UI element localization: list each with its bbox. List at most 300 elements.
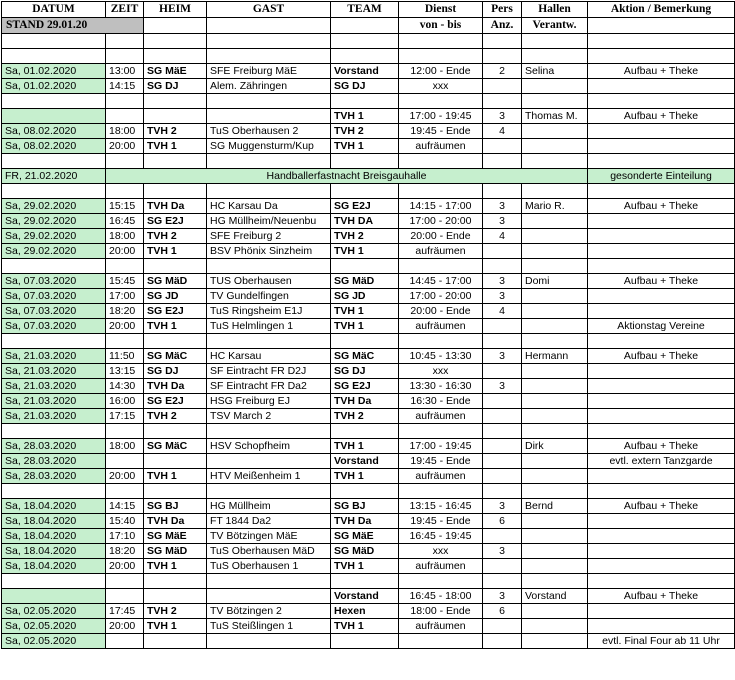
gast-cell: TSV March 2 bbox=[207, 409, 331, 424]
aktion-cell: gesonderte Einteilung bbox=[588, 169, 735, 184]
empty-cell bbox=[106, 34, 144, 49]
time-cell: 18:20 bbox=[106, 304, 144, 319]
gast-cell: TV Bötzingen 2 bbox=[207, 604, 331, 619]
date-cell: Sa, 29.02.2020 bbox=[2, 199, 106, 214]
heim-cell: TVH 2 bbox=[144, 409, 207, 424]
game-row bbox=[2, 124, 735, 139]
time-cell: 20:00 bbox=[106, 559, 144, 574]
heim-cell: TVH 1 bbox=[144, 619, 207, 634]
empty-cell bbox=[588, 49, 735, 64]
heim-cell: SG MäD bbox=[144, 274, 207, 289]
game-row bbox=[2, 544, 735, 559]
aktion-cell bbox=[588, 604, 735, 619]
verantw-cell: Mario R. bbox=[522, 199, 588, 214]
verantw-cell bbox=[522, 139, 588, 154]
empty-cell bbox=[207, 154, 331, 169]
verantw-cell bbox=[522, 604, 588, 619]
team-cell: TVH 2 bbox=[331, 124, 399, 139]
blank-row bbox=[2, 94, 735, 109]
game-row bbox=[2, 604, 735, 619]
aktion-cell: Aufbau + Theke bbox=[588, 64, 735, 79]
game-row bbox=[2, 214, 735, 229]
heim-cell: SG MäE bbox=[144, 64, 207, 79]
team-cell: TVH 1 bbox=[331, 244, 399, 259]
verantw-cell bbox=[522, 289, 588, 304]
time-cell: 14:15 bbox=[106, 79, 144, 94]
empty-cell bbox=[483, 94, 522, 109]
gast-cell: SFE Freiburg 2 bbox=[207, 229, 331, 244]
empty-cell bbox=[483, 49, 522, 64]
pers-cell bbox=[483, 559, 522, 574]
blank-row bbox=[2, 574, 735, 589]
aktion-cell bbox=[588, 304, 735, 319]
game-row bbox=[2, 274, 735, 289]
aktion-cell bbox=[588, 544, 735, 559]
empty-cell bbox=[2, 94, 106, 109]
empty-cell bbox=[588, 184, 735, 199]
gast-cell: HTV Meißenheim 1 bbox=[207, 469, 331, 484]
gast-cell: HSV Schopfheim bbox=[207, 439, 331, 454]
team-cell: SG BJ bbox=[331, 499, 399, 514]
aktion-cell: Aufbau + Theke bbox=[588, 109, 735, 124]
pers-cell: 2 bbox=[483, 64, 522, 79]
game-row bbox=[2, 349, 735, 364]
date-cell: Sa, 28.03.2020 bbox=[2, 439, 106, 454]
empty-cell bbox=[522, 49, 588, 64]
empty-cell bbox=[2, 154, 106, 169]
heim-cell: SG MäC bbox=[144, 349, 207, 364]
blank-row bbox=[2, 259, 735, 274]
team-cell: Hexen bbox=[331, 604, 399, 619]
empty-cell bbox=[331, 574, 399, 589]
heim-cell: TVH Da bbox=[144, 199, 207, 214]
team-cell: TVH 2 bbox=[331, 409, 399, 424]
dienst-cell: aufräumen bbox=[399, 319, 483, 334]
empty-cell bbox=[207, 259, 331, 274]
date-cell: Sa, 07.03.2020 bbox=[2, 319, 106, 334]
empty-cell bbox=[399, 94, 483, 109]
gast-cell: TuS Oberhausen 2 bbox=[207, 124, 331, 139]
heim-cell: SG MäE bbox=[144, 529, 207, 544]
heim-cell: TVH Da bbox=[144, 379, 207, 394]
header-datum: DATUM bbox=[2, 2, 106, 18]
time-cell bbox=[106, 454, 144, 469]
pers-cell bbox=[483, 364, 522, 379]
game-row bbox=[2, 199, 735, 214]
empty-cell bbox=[2, 424, 106, 439]
game-row bbox=[2, 469, 735, 484]
time-cell: 17:15 bbox=[106, 409, 144, 424]
date-cell: FR, 21.02.2020 bbox=[2, 169, 106, 184]
game-row bbox=[2, 244, 735, 259]
pers-cell: 3 bbox=[483, 499, 522, 514]
aktion-cell bbox=[588, 379, 735, 394]
date-cell: Sa, 18.04.2020 bbox=[2, 544, 106, 559]
empty-cell bbox=[522, 484, 588, 499]
pers-cell: 6 bbox=[483, 604, 522, 619]
pers-cell bbox=[483, 244, 522, 259]
game-row bbox=[2, 319, 735, 334]
header-dienst: Dienst bbox=[399, 2, 483, 18]
aktion-cell bbox=[588, 619, 735, 634]
date-cell: Sa, 21.03.2020 bbox=[2, 364, 106, 379]
date-cell: Sa, 29.02.2020 bbox=[2, 229, 106, 244]
heim-cell: SG MäD bbox=[144, 544, 207, 559]
time-cell: 17:00 bbox=[106, 289, 144, 304]
verantw-cell bbox=[522, 79, 588, 94]
time-cell: 18:00 bbox=[106, 124, 144, 139]
dienst-cell: aufräumen bbox=[399, 244, 483, 259]
empty-cell bbox=[106, 259, 144, 274]
aktion-cell: Aufbau + Theke bbox=[588, 439, 735, 454]
pers-cell bbox=[483, 439, 522, 454]
empty-cell bbox=[2, 574, 106, 589]
pers-cell bbox=[483, 529, 522, 544]
verantw-cell: Hermann bbox=[522, 349, 588, 364]
gast-cell: TV Bötzingen MäE bbox=[207, 529, 331, 544]
aktion-cell: Aufbau + Theke bbox=[588, 274, 735, 289]
dienst-cell: 16:45 - 18:00 bbox=[399, 589, 483, 604]
empty-cell bbox=[588, 334, 735, 349]
verantw-cell bbox=[522, 529, 588, 544]
team-cell: SG MäD bbox=[331, 544, 399, 559]
gast-cell bbox=[207, 634, 331, 649]
empty-cell bbox=[522, 154, 588, 169]
gast-cell: BSV Phönix Sinzheim bbox=[207, 244, 331, 259]
verantw-cell: Selina bbox=[522, 64, 588, 79]
aktion-cell bbox=[588, 514, 735, 529]
gast-cell: FT 1844 Da2 bbox=[207, 514, 331, 529]
empty-cell bbox=[207, 334, 331, 349]
team-cell: SG MäE bbox=[331, 529, 399, 544]
date-cell bbox=[2, 589, 106, 604]
empty-cell bbox=[483, 34, 522, 49]
heim-cell: TVH 2 bbox=[144, 229, 207, 244]
pers-cell bbox=[483, 409, 522, 424]
verantw-cell bbox=[522, 124, 588, 139]
gast-cell: TuS Ringsheim E1J bbox=[207, 304, 331, 319]
empty-cell bbox=[2, 484, 106, 499]
team-cell: TVH 1 bbox=[331, 319, 399, 334]
empty-cell bbox=[399, 49, 483, 64]
empty-cell bbox=[588, 259, 735, 274]
time-cell: 14:15 bbox=[106, 499, 144, 514]
game-row bbox=[2, 379, 735, 394]
time-cell: 20:00 bbox=[106, 244, 144, 259]
gast-cell: SF Eintracht FR D2J bbox=[207, 364, 331, 379]
verantw-cell bbox=[522, 409, 588, 424]
subheader-row bbox=[2, 18, 735, 34]
verantw-cell: Thomas M. bbox=[522, 109, 588, 124]
verantw-cell bbox=[522, 214, 588, 229]
pers-cell bbox=[483, 319, 522, 334]
date-cell: Sa, 28.03.2020 bbox=[2, 454, 106, 469]
team-cell: SG MäC bbox=[331, 349, 399, 364]
dienst-cell: 19:45 - Ende bbox=[399, 514, 483, 529]
time-cell: 20:00 bbox=[106, 469, 144, 484]
game-row bbox=[2, 439, 735, 454]
gast-cell: SG Muggensturm/Kup bbox=[207, 139, 331, 154]
gast-cell: TUS Oberhausen bbox=[207, 274, 331, 289]
time-cell: 18:00 bbox=[106, 439, 144, 454]
game-row bbox=[2, 409, 735, 424]
team-cell: TVH 1 bbox=[331, 139, 399, 154]
date-cell: Sa, 29.02.2020 bbox=[2, 244, 106, 259]
empty-cell bbox=[106, 94, 144, 109]
game-row bbox=[2, 454, 735, 469]
empty-cell bbox=[522, 34, 588, 49]
pers-cell: 4 bbox=[483, 124, 522, 139]
gast-cell bbox=[207, 454, 331, 469]
empty-cell bbox=[588, 574, 735, 589]
game-row bbox=[2, 64, 735, 79]
verantw-cell: Domi bbox=[522, 274, 588, 289]
heim-cell: SG E2J bbox=[144, 394, 207, 409]
empty-cell bbox=[399, 34, 483, 49]
verantw-cell bbox=[522, 379, 588, 394]
pers-cell bbox=[483, 454, 522, 469]
empty-cell bbox=[331, 184, 399, 199]
empty-cell bbox=[207, 424, 331, 439]
empty-cell bbox=[399, 484, 483, 499]
empty-cell bbox=[144, 334, 207, 349]
team-cell: TVH 1 bbox=[331, 469, 399, 484]
header-team: TEAM bbox=[331, 2, 399, 18]
game-row bbox=[2, 394, 735, 409]
empty-cell bbox=[144, 154, 207, 169]
gast-cell: HSG Freiburg EJ bbox=[207, 394, 331, 409]
heim-cell: SG DJ bbox=[144, 79, 207, 94]
team-cell: SG DJ bbox=[331, 364, 399, 379]
stand-label: STAND 29.01.20 bbox=[2, 18, 144, 34]
heim-cell: TVH Da bbox=[144, 514, 207, 529]
pers-cell: 3 bbox=[483, 274, 522, 289]
empty-cell bbox=[106, 184, 144, 199]
empty-cell bbox=[483, 184, 522, 199]
team-cell: SG JD bbox=[331, 289, 399, 304]
empty-cell bbox=[588, 94, 735, 109]
empty-cell bbox=[399, 334, 483, 349]
aktion-cell: Aufbau + Theke bbox=[588, 349, 735, 364]
time-cell: 18:20 bbox=[106, 544, 144, 559]
heim-cell: TVH 2 bbox=[144, 124, 207, 139]
dienst-cell: 13:15 - 16:45 bbox=[399, 499, 483, 514]
pers-cell: 3 bbox=[483, 589, 522, 604]
dienst-cell: xxx bbox=[399, 544, 483, 559]
empty-cell bbox=[522, 334, 588, 349]
heim-cell bbox=[144, 589, 207, 604]
time-cell: 20:00 bbox=[106, 139, 144, 154]
subheader-von-bis: von - bis bbox=[399, 18, 483, 34]
dienst-cell: 17:00 - 19:45 bbox=[399, 439, 483, 454]
heim-cell: TVH 1 bbox=[144, 319, 207, 334]
dienst-cell: 16:30 - Ende bbox=[399, 394, 483, 409]
date-cell: Sa, 18.04.2020 bbox=[2, 559, 106, 574]
gast-cell bbox=[207, 109, 331, 124]
heim-cell: TVH 1 bbox=[144, 559, 207, 574]
dienst-cell: 16:45 - 19:45 bbox=[399, 529, 483, 544]
pers-cell bbox=[483, 79, 522, 94]
team-cell: SG E2J bbox=[331, 379, 399, 394]
game-row bbox=[2, 529, 735, 544]
gast-cell: TuS Oberhausen 1 bbox=[207, 559, 331, 574]
aktion-cell bbox=[588, 229, 735, 244]
aktion-cell bbox=[588, 244, 735, 259]
empty-cell bbox=[106, 484, 144, 499]
pers-cell bbox=[483, 469, 522, 484]
empty-cell bbox=[331, 334, 399, 349]
date-cell: Sa, 29.02.2020 bbox=[2, 214, 106, 229]
gast-cell bbox=[207, 589, 331, 604]
aktion-cell bbox=[588, 214, 735, 229]
game-row bbox=[2, 79, 735, 94]
dienst-cell bbox=[399, 634, 483, 649]
game-row bbox=[2, 499, 735, 514]
subheader-empty bbox=[331, 18, 399, 34]
date-cell: Sa, 02.05.2020 bbox=[2, 619, 106, 634]
heim-cell: TVH 1 bbox=[144, 139, 207, 154]
gast-cell: HG Müllheim bbox=[207, 499, 331, 514]
time-cell bbox=[106, 634, 144, 649]
date-cell: Sa, 28.03.2020 bbox=[2, 469, 106, 484]
heim-cell: SG MäC bbox=[144, 439, 207, 454]
verantw-cell bbox=[522, 544, 588, 559]
team-cell: TVH 1 bbox=[331, 559, 399, 574]
header-aktion: Aktion / Bemerkung bbox=[588, 2, 735, 18]
header-row bbox=[2, 2, 735, 18]
empty-cell bbox=[207, 574, 331, 589]
pers-cell: 3 bbox=[483, 109, 522, 124]
empty-cell bbox=[331, 34, 399, 49]
empty-cell bbox=[207, 34, 331, 49]
gast-cell: TuS Steißlingen 1 bbox=[207, 619, 331, 634]
empty-cell bbox=[483, 574, 522, 589]
dienst-cell: 17:00 - 20:00 bbox=[399, 289, 483, 304]
team-cell: TVH Da bbox=[331, 514, 399, 529]
heim-cell: TVH 1 bbox=[144, 244, 207, 259]
subheader-empty bbox=[144, 18, 207, 34]
date-cell: Sa, 08.02.2020 bbox=[2, 139, 106, 154]
gast-cell: SF Eintracht FR Da2 bbox=[207, 379, 331, 394]
empty-cell bbox=[106, 574, 144, 589]
dienst-cell: 20:00 - Ende bbox=[399, 304, 483, 319]
date-cell bbox=[2, 109, 106, 124]
date-cell: Sa, 21.03.2020 bbox=[2, 394, 106, 409]
heim-cell: TVH 2 bbox=[144, 604, 207, 619]
dienst-cell: aufräumen bbox=[399, 619, 483, 634]
pers-cell: 3 bbox=[483, 349, 522, 364]
game-row bbox=[2, 109, 735, 124]
time-cell: 17:45 bbox=[106, 604, 144, 619]
empty-cell bbox=[331, 154, 399, 169]
aktion-cell: Aufbau + Theke bbox=[588, 589, 735, 604]
verantw-cell bbox=[522, 394, 588, 409]
aktion-cell bbox=[588, 139, 735, 154]
dienst-cell: 19:45 - Ende bbox=[399, 124, 483, 139]
team-cell: TVH 1 bbox=[331, 619, 399, 634]
game-row bbox=[2, 304, 735, 319]
dienst-cell: 17:00 - 19:45 bbox=[399, 109, 483, 124]
date-cell: Sa, 18.04.2020 bbox=[2, 529, 106, 544]
dienst-cell: 18:00 - Ende bbox=[399, 604, 483, 619]
blank-row bbox=[2, 184, 735, 199]
aktion-cell: Aufbau + Theke bbox=[588, 199, 735, 214]
empty-cell bbox=[399, 574, 483, 589]
pers-cell bbox=[483, 139, 522, 154]
empty-cell bbox=[106, 49, 144, 64]
pers-cell bbox=[483, 634, 522, 649]
header-heim: HEIM bbox=[144, 2, 207, 18]
empty-cell bbox=[588, 484, 735, 499]
verantw-cell bbox=[522, 634, 588, 649]
date-cell: Sa, 07.03.2020 bbox=[2, 274, 106, 289]
aktion-cell bbox=[588, 289, 735, 304]
heim-cell bbox=[144, 634, 207, 649]
aktion-cell bbox=[588, 124, 735, 139]
time-cell: 15:40 bbox=[106, 514, 144, 529]
header-gast: GAST bbox=[207, 2, 331, 18]
team-cell: Vorstand bbox=[331, 64, 399, 79]
heim-cell bbox=[144, 454, 207, 469]
gast-cell: HC Karsau bbox=[207, 349, 331, 364]
empty-cell bbox=[483, 259, 522, 274]
aktion-cell bbox=[588, 409, 735, 424]
date-cell: Sa, 07.03.2020 bbox=[2, 289, 106, 304]
empty-cell bbox=[588, 154, 735, 169]
time-cell bbox=[106, 109, 144, 124]
dienst-cell: 14:15 - 17:00 bbox=[399, 199, 483, 214]
verantw-cell bbox=[522, 244, 588, 259]
blank-row bbox=[2, 484, 735, 499]
date-cell: Sa, 18.04.2020 bbox=[2, 499, 106, 514]
team-cell: TVH 1 bbox=[331, 304, 399, 319]
date-cell: Sa, 01.02.2020 bbox=[2, 64, 106, 79]
dienst-cell: 19:45 - Ende bbox=[399, 454, 483, 469]
time-cell: 11:50 bbox=[106, 349, 144, 364]
date-cell: Sa, 18.04.2020 bbox=[2, 514, 106, 529]
dienst-cell: 10:45 - 13:30 bbox=[399, 349, 483, 364]
pers-cell bbox=[483, 619, 522, 634]
time-cell: 20:00 bbox=[106, 319, 144, 334]
pers-cell: 4 bbox=[483, 229, 522, 244]
pers-cell: 3 bbox=[483, 214, 522, 229]
header-pers: Pers bbox=[483, 2, 522, 18]
blank-row bbox=[2, 34, 735, 49]
date-cell: Sa, 21.03.2020 bbox=[2, 409, 106, 424]
empty-cell bbox=[588, 424, 735, 439]
empty-cell bbox=[522, 574, 588, 589]
time-cell: 15:45 bbox=[106, 274, 144, 289]
aktion-cell: evtl. extern Tanzgarde bbox=[588, 454, 735, 469]
pers-cell: 3 bbox=[483, 289, 522, 304]
pers-cell: 6 bbox=[483, 514, 522, 529]
empty-cell bbox=[207, 49, 331, 64]
empty-cell bbox=[144, 484, 207, 499]
verantw-cell bbox=[522, 229, 588, 244]
dienst-cell: 13:30 - 16:30 bbox=[399, 379, 483, 394]
dienst-cell: aufräumen bbox=[399, 409, 483, 424]
empty-cell bbox=[331, 259, 399, 274]
dienst-cell: 17:00 - 20:00 bbox=[399, 214, 483, 229]
empty-cell bbox=[2, 34, 106, 49]
pers-cell: 3 bbox=[483, 544, 522, 559]
empty-cell bbox=[207, 184, 331, 199]
event-title: Handballerfastnacht Breisgauhalle bbox=[106, 169, 588, 184]
team-cell: SG MäD bbox=[331, 274, 399, 289]
empty-cell bbox=[331, 49, 399, 64]
empty-cell bbox=[106, 154, 144, 169]
heim-cell: SG E2J bbox=[144, 304, 207, 319]
